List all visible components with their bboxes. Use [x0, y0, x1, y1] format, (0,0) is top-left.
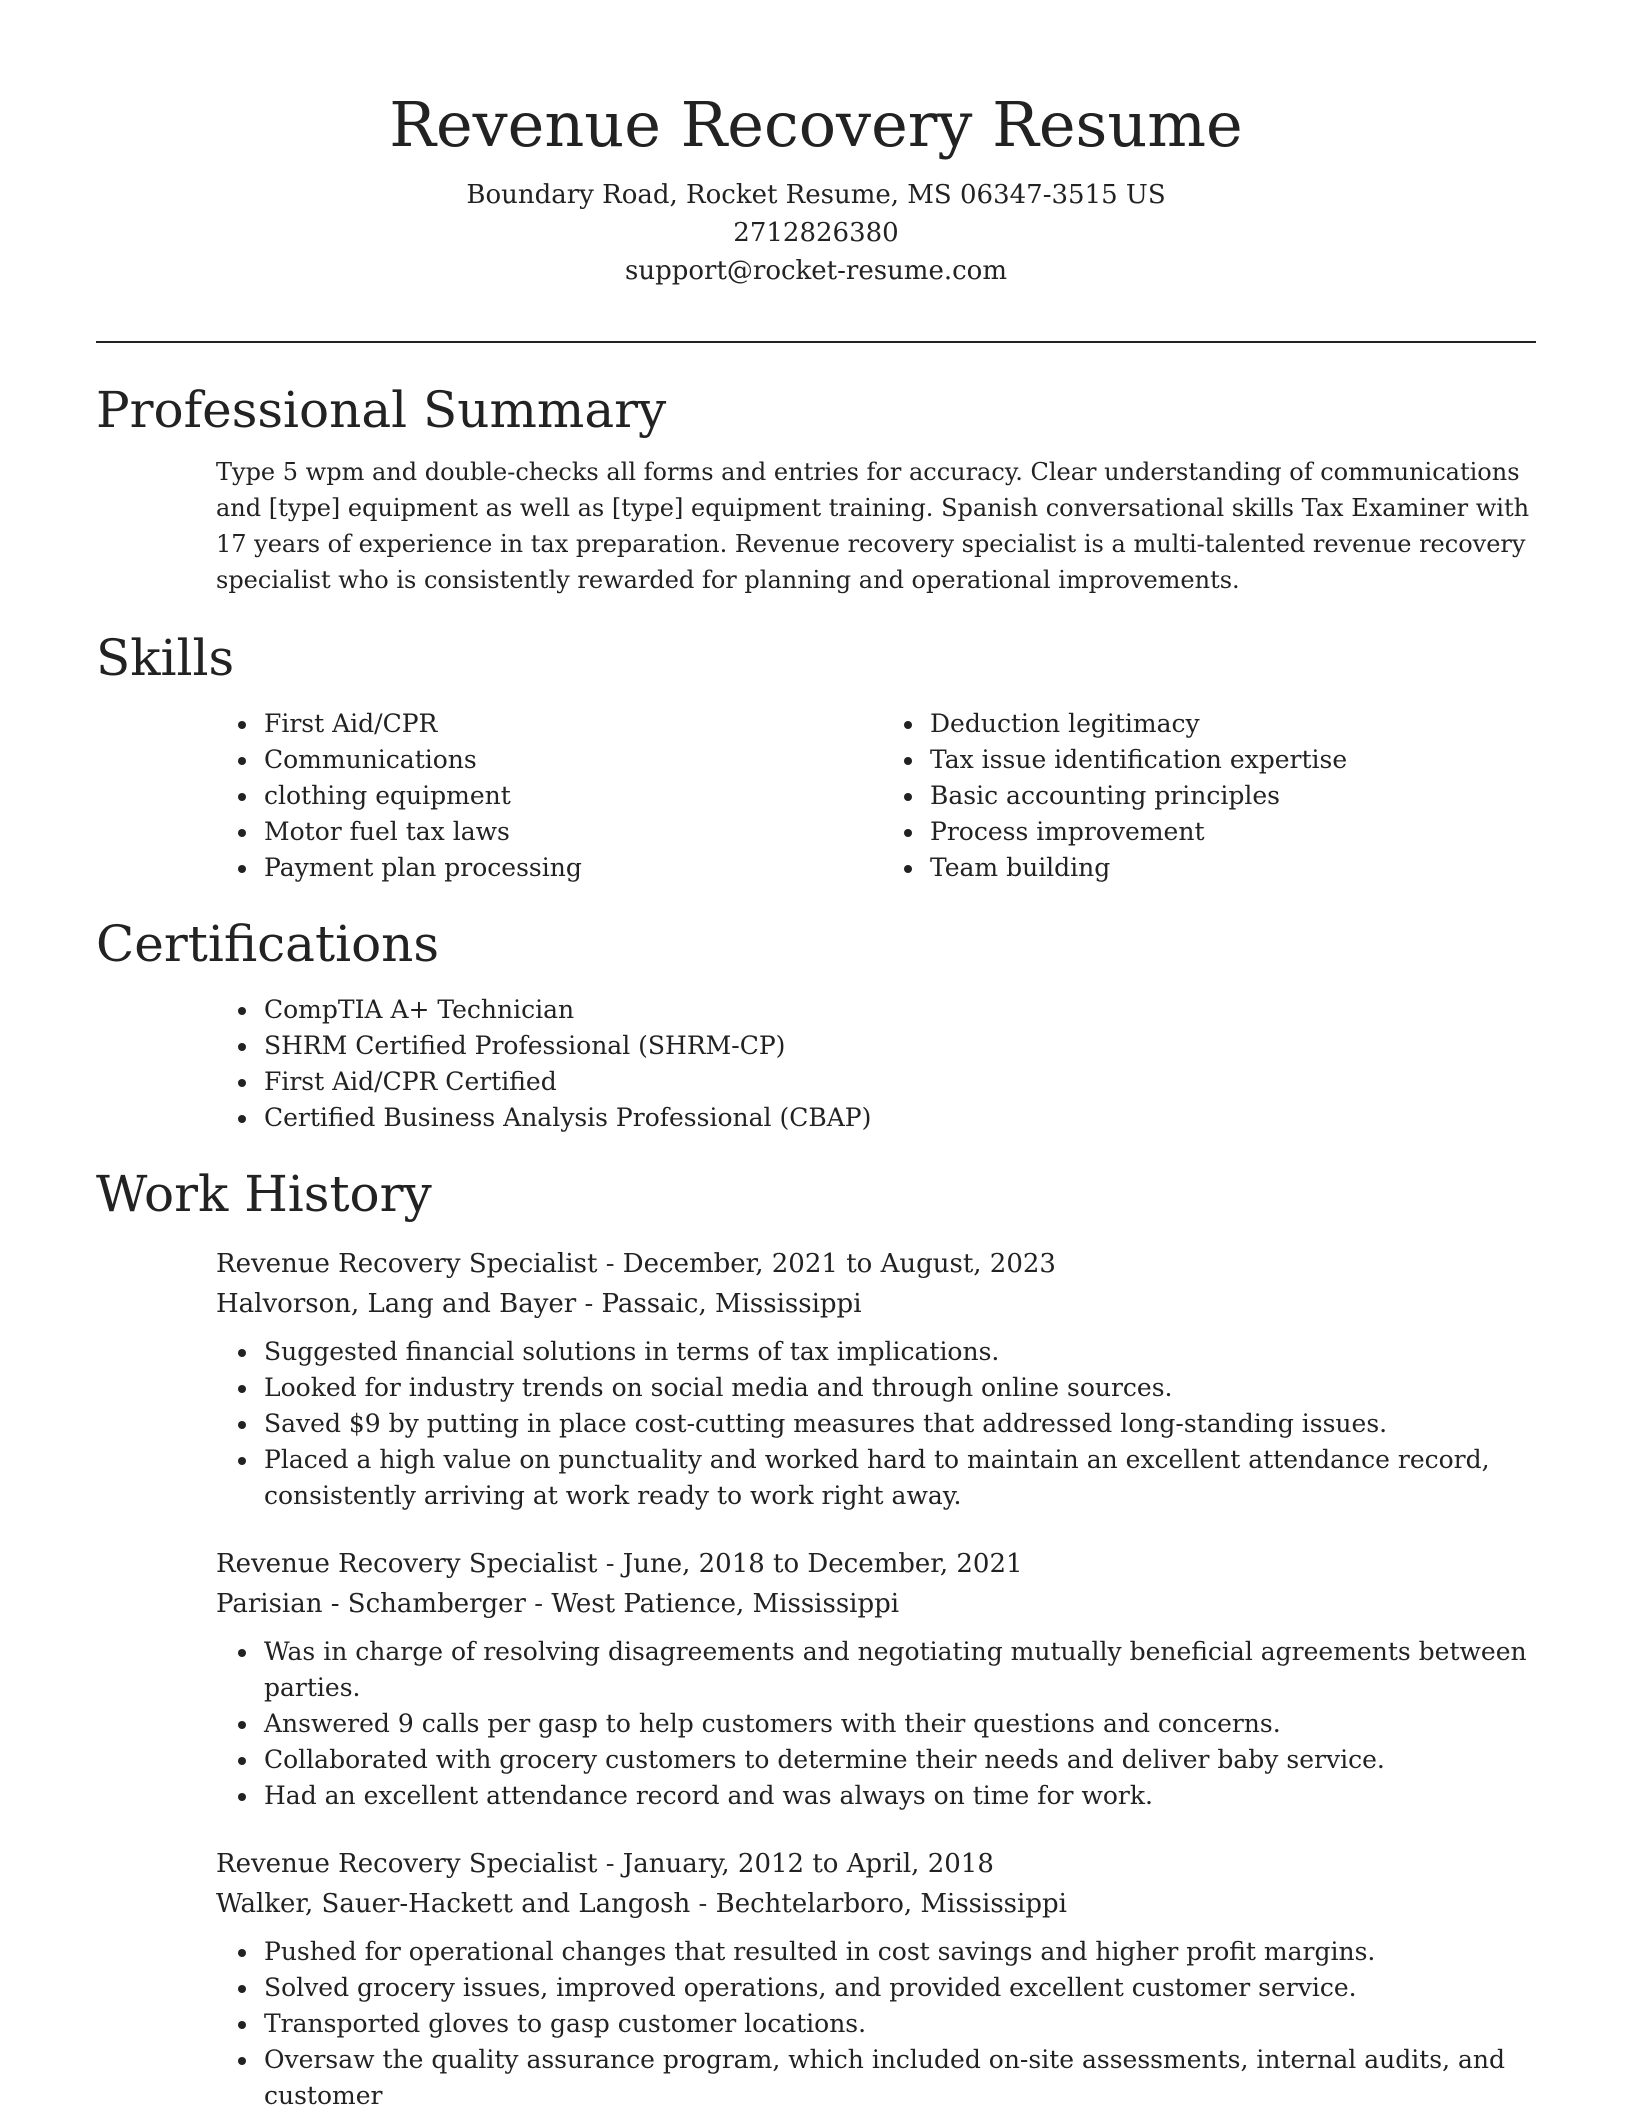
certification-item: • First Aid/CPR Certified [260, 1064, 1536, 1100]
skills-columns [96, 706, 1536, 886]
work-section [96, 1164, 1536, 2114]
certifications-section [96, 914, 1536, 1136]
job-entry [216, 1844, 1536, 2114]
skills-title: Skills [96, 629, 235, 687]
job-bullet: • Pushed for operational changes that resulted in cost savings and higher profit margins. [260, 1934, 1536, 1970]
skill-item: • Deduction legitimacy [926, 706, 1536, 742]
skills-list-left [96, 706, 870, 886]
job-title-line [216, 1544, 1536, 1584]
contact-address: Boundary Road, Rocket Resume, MS 06347-3515 US [466, 180, 1166, 210]
job-bullet: • Transported gloves to gasp customer locations. [260, 2006, 1536, 2042]
job-entry [216, 1544, 1536, 1814]
job-bullet: • Saved $9 by putting in place cost-cutting measures that addressed long-standing issues. [260, 1406, 1536, 1442]
job-separator: - [576, 1289, 602, 1319]
job-dates: June, 2018 to December, 2021 [622, 1549, 1023, 1579]
job-location: West Patience, Mississippi [551, 1589, 900, 1619]
contact-phone: 2712826380 [733, 218, 899, 248]
job-bullets [216, 1934, 1536, 2114]
job-dates: December, 2021 to August, 2023 [622, 1249, 1056, 1279]
job-company-line [216, 1284, 1536, 1324]
contact-block [0, 176, 1632, 290]
job-separator: - [597, 1849, 623, 1879]
job-title-line [216, 1244, 1536, 1284]
job-bullet: • Solved grocery issues, improved operations, and provided excellent customer service. [260, 1970, 1536, 2006]
job-location: Passaic, Mississippi [601, 1289, 862, 1319]
job-separator: - [597, 1249, 623, 1279]
job-separator: - [597, 1549, 623, 1579]
job-bullets [216, 1634, 1536, 1814]
skills-section [96, 628, 1536, 886]
certifications-list [96, 992, 1536, 1136]
job-dates: January, 2012 to April, 2018 [622, 1849, 994, 1879]
job-company-line [216, 1584, 1536, 1624]
certification-item: • CompTIA A+ Technician [260, 992, 1536, 1028]
job-separator: - [525, 1589, 552, 1619]
job-bullet: • Had an excellent attendance record and was always on time for work. [260, 1778, 1536, 1814]
skill-item: • clothing equipment [260, 778, 870, 814]
summary-section [96, 380, 1536, 598]
certifications-title: Certifications [96, 915, 440, 973]
certification-item: • SHRM Certified Professional (SHRM-CP) [260, 1028, 1536, 1064]
job-company: Halvorson, Lang and Bayer [216, 1289, 577, 1319]
resume-name: Revenue Recovery Resume [389, 88, 1243, 161]
certification-item: • Certified Business Analysis Professional (CBAP) [260, 1100, 1536, 1136]
work-title: Work History [96, 1165, 432, 1223]
job-company: Walker, Sauer-Hackett and Langosh [216, 1889, 691, 1919]
job-bullet: • Collaborated with grocery customers to determine their needs and deliver baby service. [260, 1742, 1536, 1778]
job-bullets [216, 1334, 1536, 1514]
resume-header [0, 0, 1632, 290]
job-company-line [216, 1884, 1536, 1924]
job-bullet: • Oversaw the quality assurance program, which included on-site assessments, internal audits, and customer [260, 2042, 1536, 2114]
header-divider [96, 341, 1536, 343]
skill-item: • Payment plan processing [260, 850, 870, 886]
summary-title: Professional Summary [96, 381, 667, 439]
skill-item: • Tax issue identification expertise [926, 742, 1536, 778]
job-bullet: • Placed a high value on punctuality and worked hard to maintain an excellent attendance record, consistently arriving at work ready to work right away. [260, 1442, 1536, 1514]
job-role: Revenue Recovery Specialist [216, 1549, 598, 1579]
skill-item: • Team building [926, 850, 1536, 886]
job-bullet: • Suggested financial solutions in terms of tax implications. [260, 1334, 1536, 1370]
skill-item: • Basic accounting principles [926, 778, 1536, 814]
job-bullet: • Looked for industry trends on social media and through online sources. [260, 1370, 1536, 1406]
job-role: Revenue Recovery Specialist [216, 1249, 598, 1279]
job-company: Parisian - Schamberger [216, 1589, 526, 1619]
job-bullet: • Answered 9 calls per gasp to help customers with their questions and concerns. [260, 1706, 1536, 1742]
skill-item: • Process improvement [926, 814, 1536, 850]
job-title-line [216, 1844, 1536, 1884]
skills-list-right [870, 706, 1536, 886]
skill-item: • First Aid/CPR [260, 706, 870, 742]
job-separator: - [690, 1889, 716, 1919]
skill-item: • Motor fuel tax laws [260, 814, 870, 850]
job-bullet: • Was in charge of resolving disagreements and negotiating mutually beneficial agreements between parties. [260, 1634, 1536, 1706]
job-role: Revenue Recovery Specialist [216, 1849, 598, 1879]
contact-email: support@rocket-resume.com [624, 256, 1007, 286]
job-entry [216, 1244, 1536, 1514]
skill-item: • Communications [260, 742, 870, 778]
job-location: Bechtelarboro, Mississippi [715, 1889, 1067, 1919]
summary-text: Type 5 wpm and double-checks all forms and entries for accuracy. Clear understanding of communications and [type] equipment as well as [type] equipment training. Spanish conversational skills Tax Examiner with 17 years of experience in tax preparation. Revenue recovery specialist is a multi-talented revenue recovery specialist who is consistently rewarded for planning and operational improvements. [216, 458, 1530, 594]
